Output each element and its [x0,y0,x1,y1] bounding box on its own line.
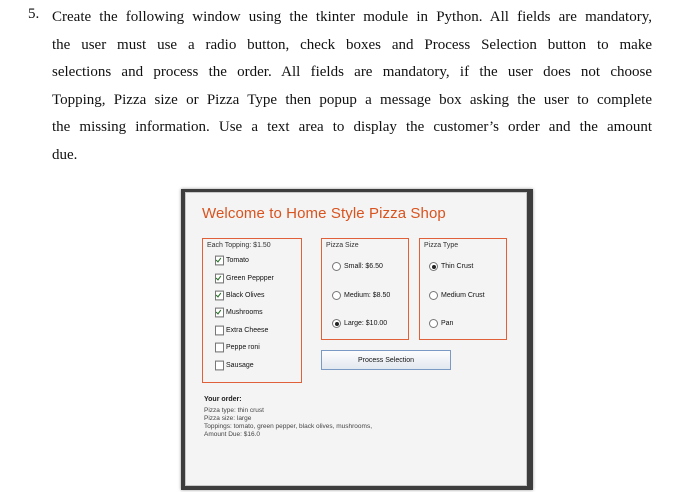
topping-checkbox-sausage[interactable] [215,361,254,371]
topping-checkbox-extra-cheese[interactable] [215,326,268,336]
size-option-label: Large: $10.00 [344,320,388,327]
order-label: Your order: [204,396,242,403]
radio-selected-icon [332,319,341,328]
topping-label: Sausage [226,361,254,370]
type-radio-medium-crust[interactable] [429,291,485,300]
checkbox-checked-icon [215,256,224,266]
checkbox-empty-icon [215,361,224,371]
checkbox-checked-icon [215,274,224,284]
checkbox-empty-icon [215,326,224,336]
radio-empty-icon [429,291,438,300]
topping-checkbox-pepperoni[interactable] [215,343,260,353]
radio-empty-icon [429,319,438,328]
radio-selected-icon [429,262,438,271]
topping-label: Peppe roni [226,343,260,352]
toppings-group [202,238,302,383]
topping-checkbox-tomato[interactable] [215,256,249,266]
type-option-label: Pan [441,320,454,327]
pizza-size-group [321,238,409,340]
pizza-type-label: Pizza Type [424,242,459,249]
size-radio-small[interactable] [332,262,383,271]
question-line: Create the following window using the tkinter module in Python. All fields are mandatory, [52,9,652,25]
checkbox-checked-icon [215,308,224,318]
topping-checkbox-mushrooms[interactable] [215,308,263,318]
order-line: Amount Due: $16.0 [204,431,261,438]
process-selection-button[interactable]: Process Selection [321,350,451,370]
order-line: Pizza type: thin crust [204,407,264,414]
type-radio-thin-crust[interactable] [429,262,473,271]
pizza-window-screenshot [181,189,533,490]
order-line: Toppings: tomato, green pepper, black olives, mushrooms, [204,423,373,430]
checkbox-checked-icon [215,291,224,301]
question-line: the missing information. Use a text area to display the customer’s order and the amount [52,119,652,136]
topping-label: Black Olives [226,291,265,300]
question-line: due. [52,146,78,163]
pizza-type-group [419,238,507,340]
topping-label: Extra Cheese [226,326,269,335]
size-radio-medium[interactable] [332,291,390,300]
size-option-label: Small: $6.50 [344,263,383,270]
question-number: 5. [28,6,40,22]
topping-label: Green Peppper [226,274,274,283]
question-line: selections and process the order. All fields are mandatory, if the user does not choose [52,64,652,81]
order-text-area[interactable] [204,407,514,457]
pizza-size-label: Pizza Size [326,242,359,249]
question-line: Topping, Pizza size or Pizza Type then popup a message box asking the user to complete [52,91,652,108]
order-line: Pizza size: large [204,415,252,422]
checkbox-empty-icon [215,343,224,353]
topping-checkbox-green-pepper[interactable] [215,274,274,284]
question-line: the user must use a radio button, check boxes and Process Selection button to make [52,36,652,53]
type-option-label: Medium Crust [441,292,485,299]
topping-label: Mushrooms [226,308,263,317]
size-option-label: Medium: $8.50 [344,292,391,299]
window-title: Welcome to Home Style Pizza Shop [202,205,446,222]
topping-checkbox-black-olives[interactable] [215,291,265,301]
size-radio-large[interactable] [332,319,387,328]
question-text [52,6,652,172]
radio-empty-icon [332,262,341,271]
topping-label: Tomato [226,256,249,265]
radio-empty-icon [332,291,341,300]
type-radio-pan[interactable] [429,319,453,328]
pizza-shop-window [185,192,527,486]
toppings-label: Each Topping: $1.50 [207,242,271,249]
type-option-label: Thin Crust [441,263,474,270]
